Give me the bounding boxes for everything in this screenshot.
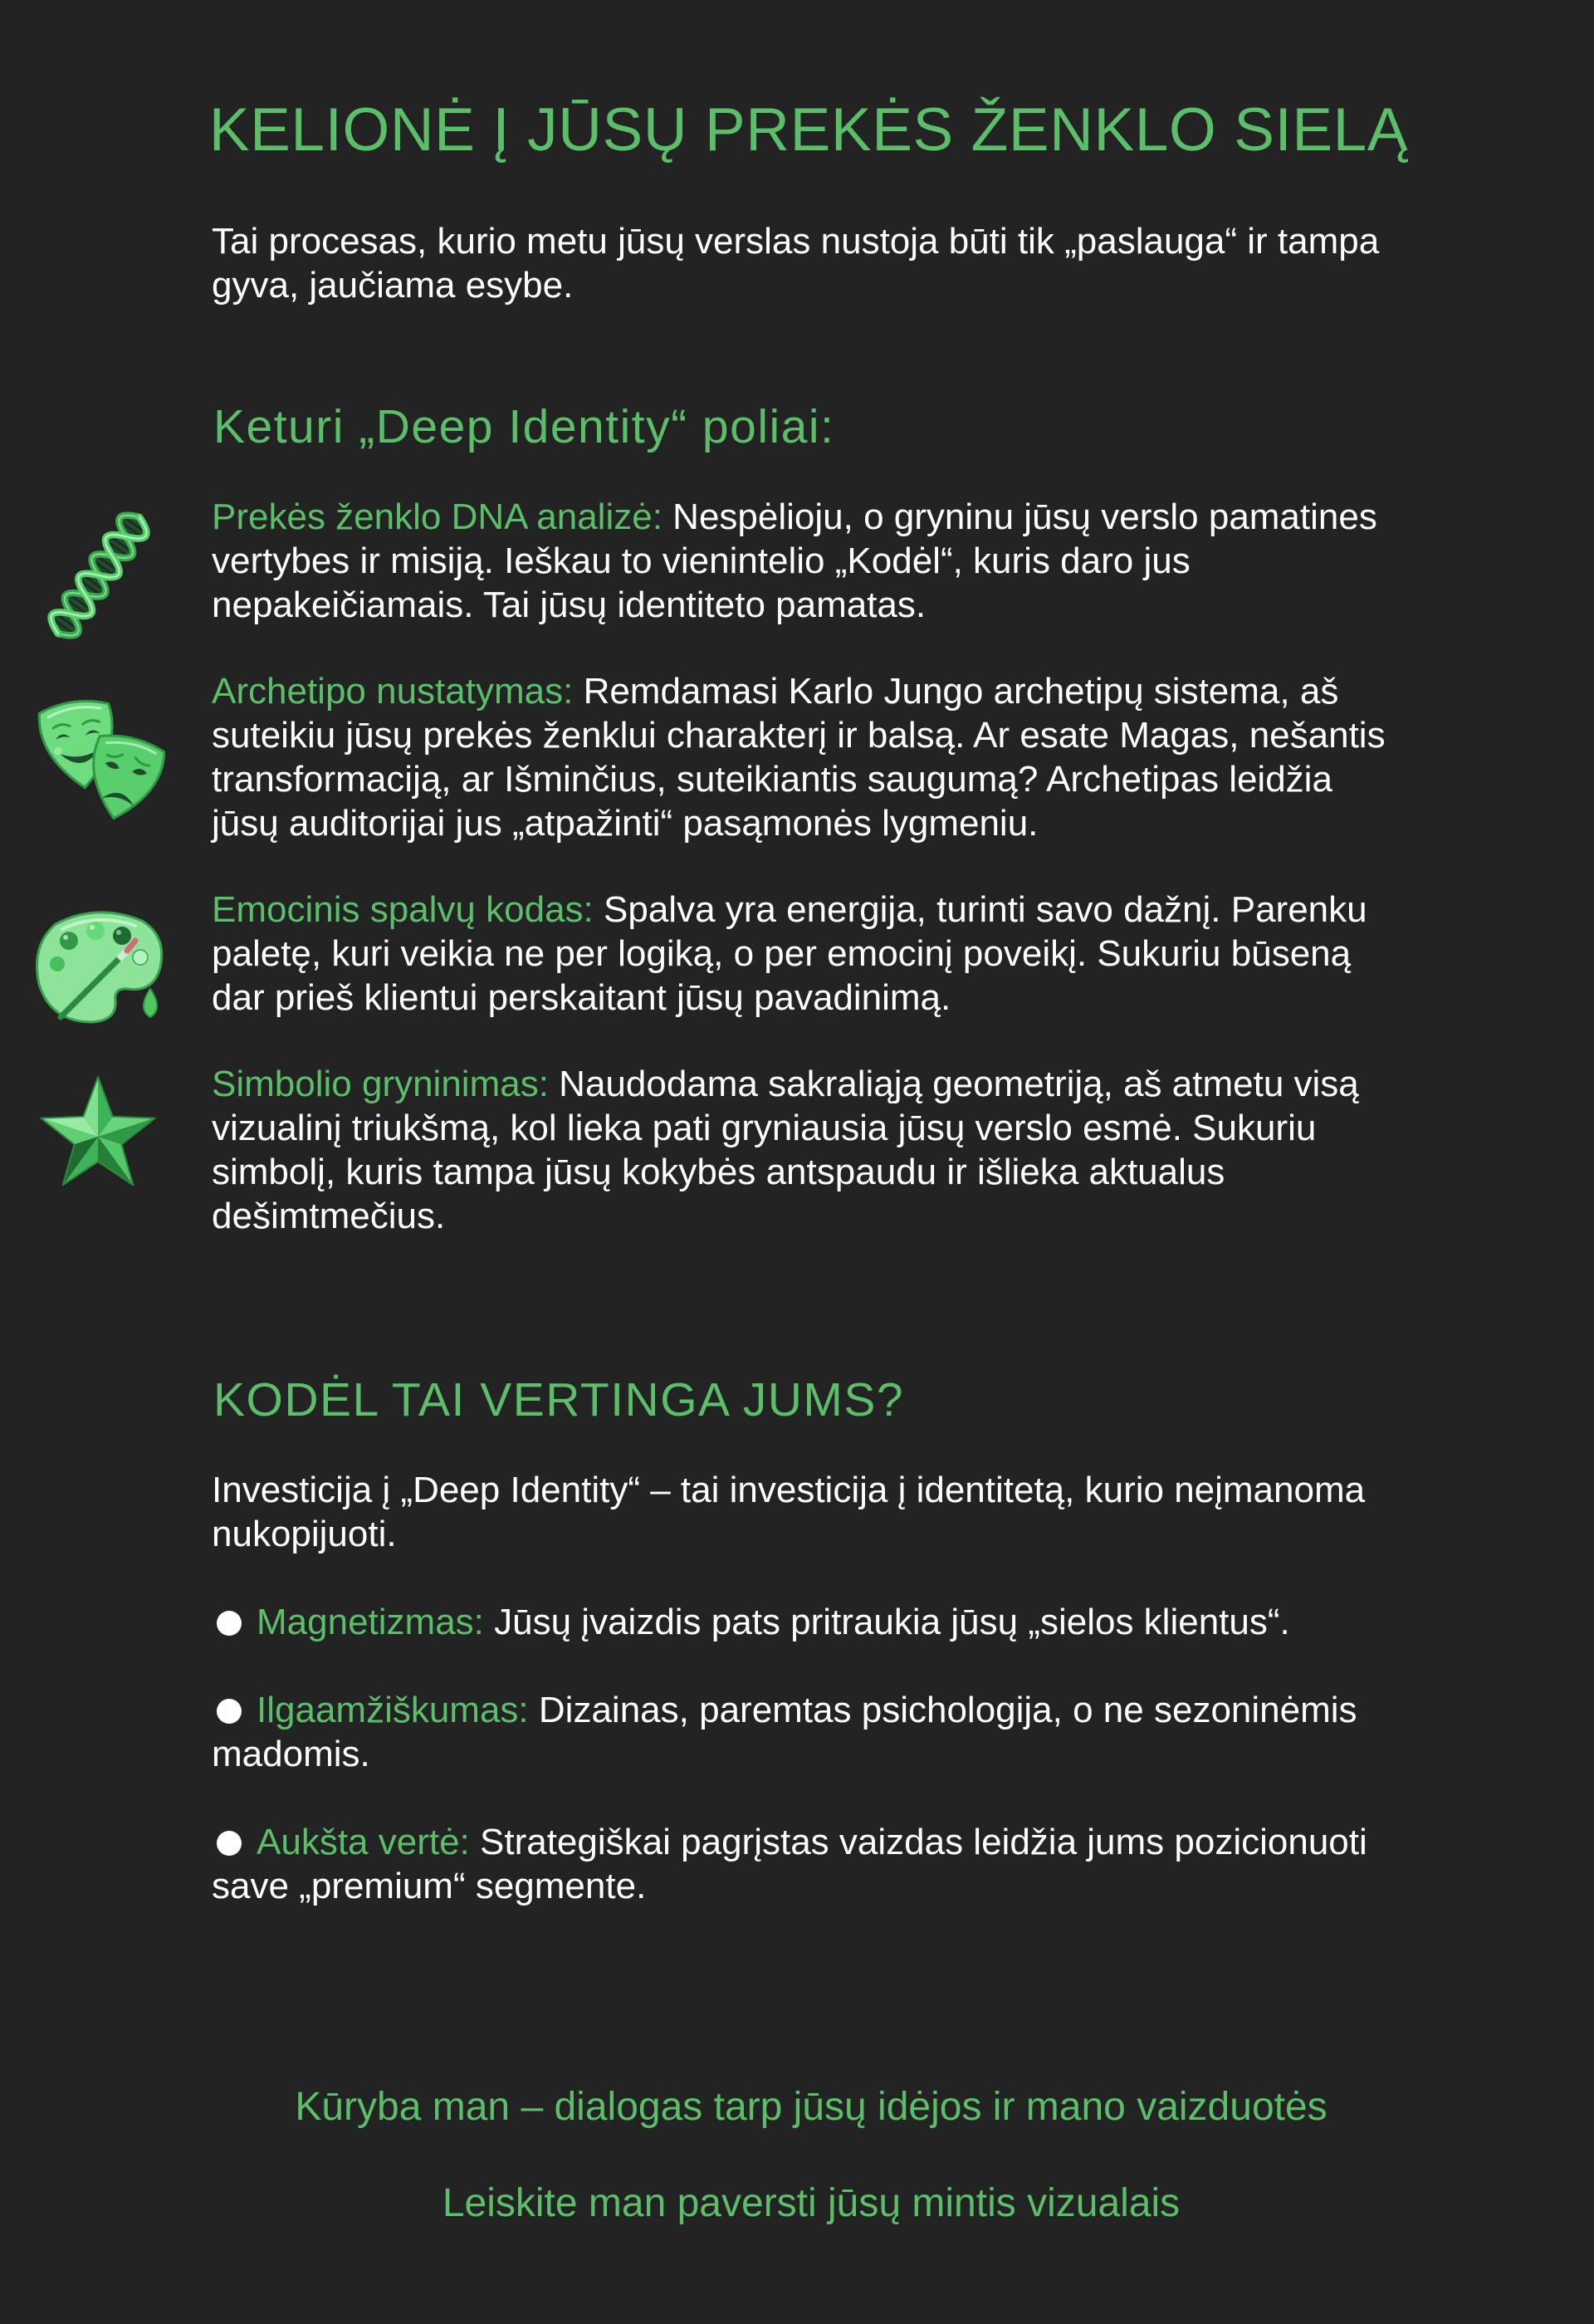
benefit-description: Strategiškai pagrįstas vaizdas leidžia jums pozicionuoti save „premium“ segmente. xyxy=(212,1822,1367,1906)
theater-masks-icon xyxy=(32,693,165,826)
benefit-label: Aukšta vertė: xyxy=(257,1822,470,1862)
bullet-icon xyxy=(217,1831,242,1856)
pole-item-dna xyxy=(212,495,1399,627)
footer-call-to-action: Leiskite man paversti jūsų mintis vizualais xyxy=(442,2181,1181,2225)
value-heading: KODĖL TAI VERTINGA JUMS? xyxy=(213,1373,905,1426)
footer-tagline: Kūryba man – dialogas tarp jūsų idėjos ir mano vaizduotės xyxy=(295,2085,1328,2129)
benefit-item xyxy=(212,1688,1399,1776)
benefit-label: Ilgaamžiškumas: xyxy=(257,1690,529,1730)
pole-label: Archetipo nustatymas: xyxy=(212,671,574,712)
benefit-item xyxy=(212,1600,1399,1644)
bullet-icon xyxy=(217,1611,242,1636)
intro-paragraph: Tai procesas, kurio metu jūsų verslas nustoja būti tik „paslauga“ ir tampa gyva, jaučiama esybe. xyxy=(212,221,1380,306)
pole-text xyxy=(212,495,1399,627)
pole-text xyxy=(212,1062,1399,1238)
pole-text xyxy=(212,669,1399,845)
benefit-item xyxy=(212,1820,1399,1908)
bullet-icon xyxy=(217,1699,242,1724)
page-title: KELIONĖ Į JŪSŲ PREKĖS ŽENKLO SIELĄ xyxy=(208,96,1409,164)
poles-heading: Keturi „Deep Identity“ poliai: xyxy=(213,400,835,453)
pole-description: Nespėlioju, o gryninu jūsų verslo pamatines vertybes ir misiją. Ieškau to vienintelio „Kodėl“, kuris daro jus nepakeičiamais. Tai jūsų identiteto pamatas. xyxy=(212,497,1377,625)
value-intro-paragraph: Investicija į „Deep Identity“ – tai investicija į identitetą, kurio neįmanoma nukopijuoti. xyxy=(212,1470,1366,1554)
pole-description: Remdamasi Karlo Jungo archetipų sistema, aš suteikiu jūsų prekės ženklui charakterį ir balsą. Ar esate Magas, nešantis transformaciją, ar Išminčius, suteikiantis saugumą? Archetipas leidžia jūsų auditorijai jus „atpažinti“ pasąmonės lygmeniu. xyxy=(212,671,1386,844)
pole-description: Naudodama sakraliąją geometriją, aš atmetu visą vizualinį triukšmą, kol lieka pati gryniausia jūsų verslo esmė. Sukuriu simbolį, kuris tampa jūsų kokybės antspaudu ir išlieka aktualus dešimtmečius. xyxy=(212,1064,1359,1236)
pole-label: Emocinis spalvų kodas: xyxy=(212,889,594,930)
benefit-description: Dizainas, paremtas psichologija, o ne sezoninėmis madomis. xyxy=(212,1690,1357,1774)
dna-icon xyxy=(32,504,165,645)
pole-item-symbol xyxy=(212,1062,1399,1238)
pole-text xyxy=(212,888,1399,1020)
benefit-label: Magnetizmas: xyxy=(257,1602,484,1642)
star-icon xyxy=(36,1072,160,1192)
pole-label: Prekės ženklo DNA analizė: xyxy=(212,497,663,537)
pole-item-color-code xyxy=(212,888,1399,1020)
pole-description: Spalva yra energija, turinti savo dažnį. Parenku paletę, kuri veikia ne per logiką, o per emocinį poveikį. Sukuriu būseną dar prieš klientui perskaitant jūsų pavadinimą. xyxy=(212,889,1367,1018)
pole-label: Simbolio gryninimas: xyxy=(212,1064,549,1104)
benefit-description: Jūsų įvaizdis pats pritraukia jūsų „sielos klientus“. xyxy=(494,1602,1290,1642)
pole-item-archetype xyxy=(212,669,1399,845)
palette-icon xyxy=(32,906,167,1026)
